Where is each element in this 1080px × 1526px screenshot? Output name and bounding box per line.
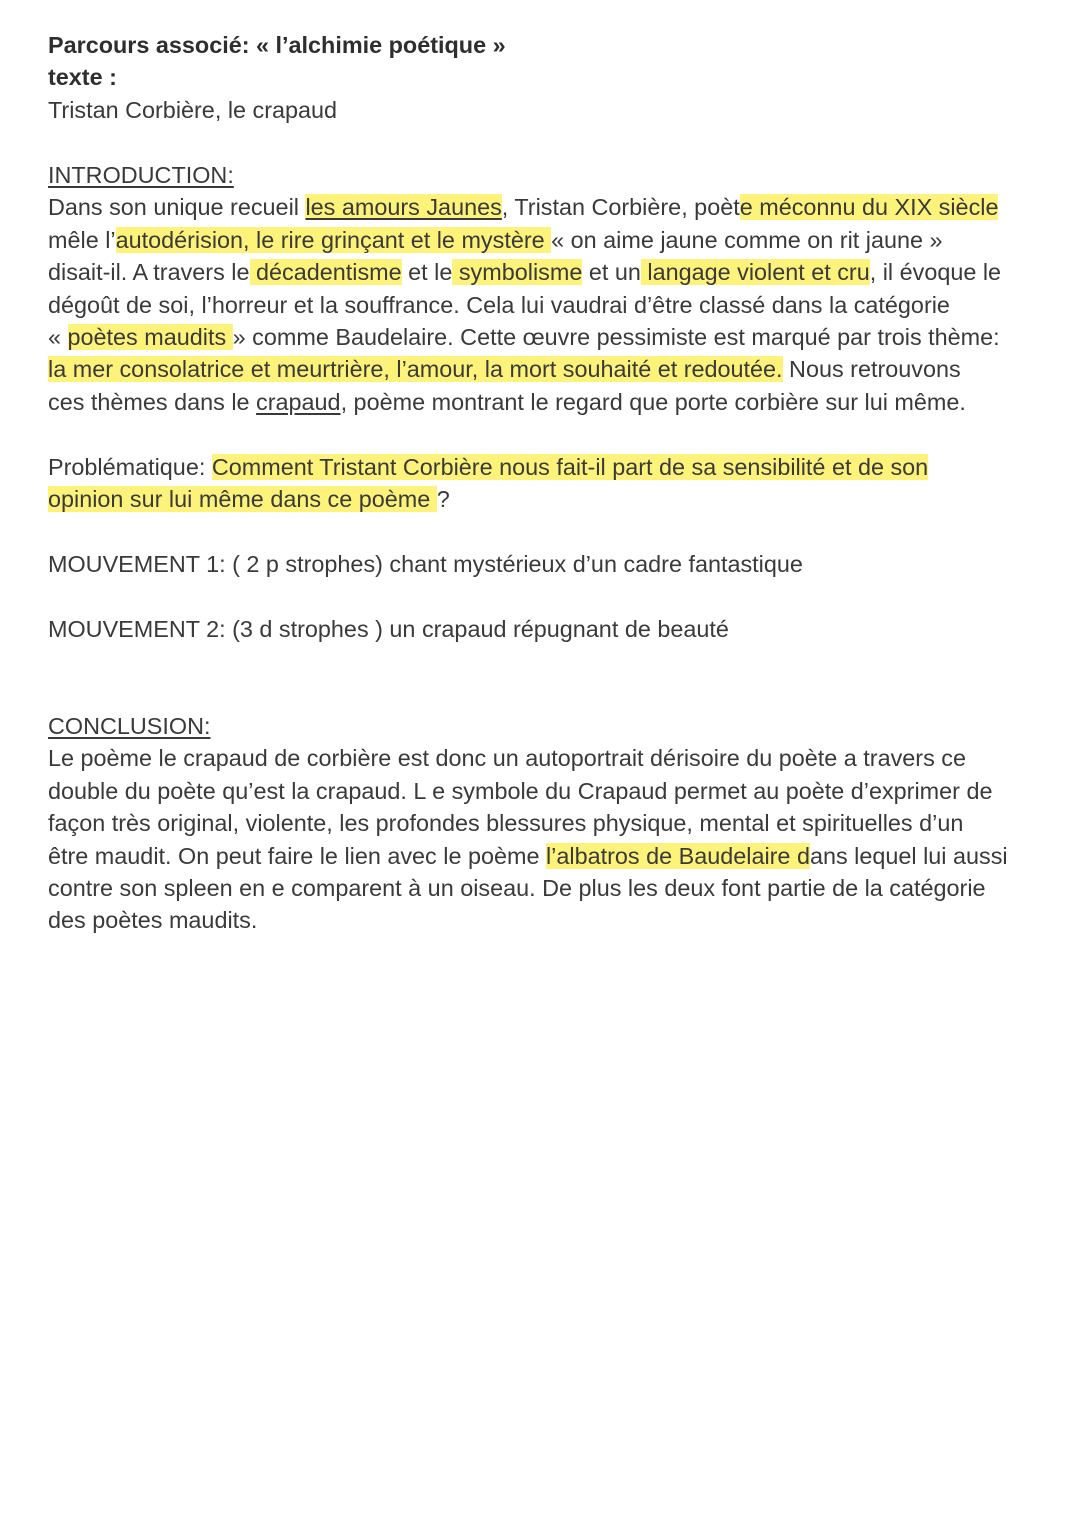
- highlight: langage violent et cru: [640, 259, 870, 286]
- intro-text: Dans son unique recueil: [48, 194, 306, 221]
- conclusion-text: ans lequel lui aussi: [809, 842, 1008, 869]
- intro-text: , Tristan Corbière, poèt: [501, 194, 740, 221]
- highlight: l’albatros de Baudelaire d: [545, 842, 810, 869]
- mouvement-2-text: MOUVEMENT 2: (3 d strophes ) un crapaud répugnant de beauté: [48, 616, 729, 642]
- intro-line-4: dégoût de soi, l’horreur et la souffrance. Cela lui vaudrai d’être classé dans la catégorie: [48, 291, 950, 318]
- conclusion-line-4: [48, 840, 1038, 872]
- intro-text: «: [48, 323, 68, 350]
- highlight: e méconnu du XIX siècle: [739, 194, 999, 221]
- conclusion-line-3: façon très original, violente, les profondes blessures physique, mental et spirituelles d’un: [48, 810, 964, 837]
- mouvement-2: [48, 613, 1038, 645]
- intro-line-2: [48, 224, 1038, 256]
- header-block: [48, 29, 1038, 126]
- conclusion-line-5: contre son spleen en e comparent à un oiseau. De plus les deux font partie de la catégorie: [48, 874, 986, 901]
- intro-line-5: [48, 321, 1038, 353]
- intro-text: et le: [401, 259, 453, 286]
- problematique-label: Problématique:: [48, 454, 212, 480]
- intro-line-3: [48, 256, 1038, 288]
- introduction-heading: INTRODUCTION:: [48, 162, 234, 188]
- text-reference: Tristan Corbière, le crapaud: [48, 96, 338, 123]
- texte-label: texte :: [48, 64, 117, 91]
- intro-text: Nous retrouvons: [782, 356, 961, 383]
- highlight: poètes maudits: [67, 323, 233, 350]
- conclusion-section: [48, 710, 1038, 937]
- intro-text: ces thèmes dans le: [48, 388, 257, 415]
- intro-line-7: [48, 386, 1038, 418]
- mouvement-1-text: MOUVEMENT 1: ( 2 p strophes) chant mystérieux d’un cadre fantastique: [48, 551, 803, 577]
- intro-line-6: [48, 353, 1038, 385]
- conclusion-line-2: double du poète qu’est la crapaud. L e symbole du Crapaud permet au poète d’exprimer de: [48, 777, 993, 804]
- conclusion-heading: CONCLUSION:: [48, 713, 211, 739]
- highlight: autodérision, le rire grinçant et le mystère: [115, 226, 552, 253]
- highlight: opinion sur lui même dans ce poème: [48, 486, 437, 513]
- introduction-section: [48, 159, 1038, 418]
- highlight: symbolisme: [452, 259, 583, 286]
- problematique-line-1: [48, 451, 1038, 483]
- problematique-section: [48, 451, 1038, 516]
- intro-text: , il évoque le: [869, 259, 1002, 286]
- intro-text: et un: [582, 259, 641, 286]
- problematique-line-2: [48, 483, 1038, 515]
- intro-text: « on aime jaune comme on rit jaune »: [551, 226, 943, 253]
- highlight: Comment Tristant Corbière nous fait-il part de sa sensibilité et de son: [211, 454, 929, 480]
- intro-text: » comme Baudelaire. Cette œuvre pessimiste est marqué par trois thème:: [232, 323, 1000, 350]
- conclusion-text: être maudit. On peut faire le lien avec le poème: [48, 842, 546, 869]
- conclusion-line-1: Le poème le crapaud de corbière est donc un autoportrait dérisoire du poète a travers ce: [48, 745, 966, 772]
- intro-line-1: [48, 191, 1038, 223]
- parcours-title: Parcours associé: « l’alchimie poétique »: [48, 32, 506, 58]
- highlight: la mer consolatrice et meurtrière, l’amour, la mort souhaité et redoutée.: [48, 356, 783, 383]
- underlined-text: crapaud: [256, 388, 341, 415]
- intro-text: , poème montrant le regard que porte corbière sur lui même.: [340, 388, 966, 415]
- intro-text: mêle l’: [48, 226, 116, 253]
- problematique-text: ?: [436, 486, 450, 513]
- conclusion-line-6: des poètes maudits.: [48, 907, 258, 934]
- mouvement-1: [48, 548, 1038, 580]
- highlight: décadentisme: [249, 259, 402, 286]
- highlight: les amours Jaunes: [305, 194, 502, 221]
- intro-text: disait-il. A travers le: [48, 259, 250, 286]
